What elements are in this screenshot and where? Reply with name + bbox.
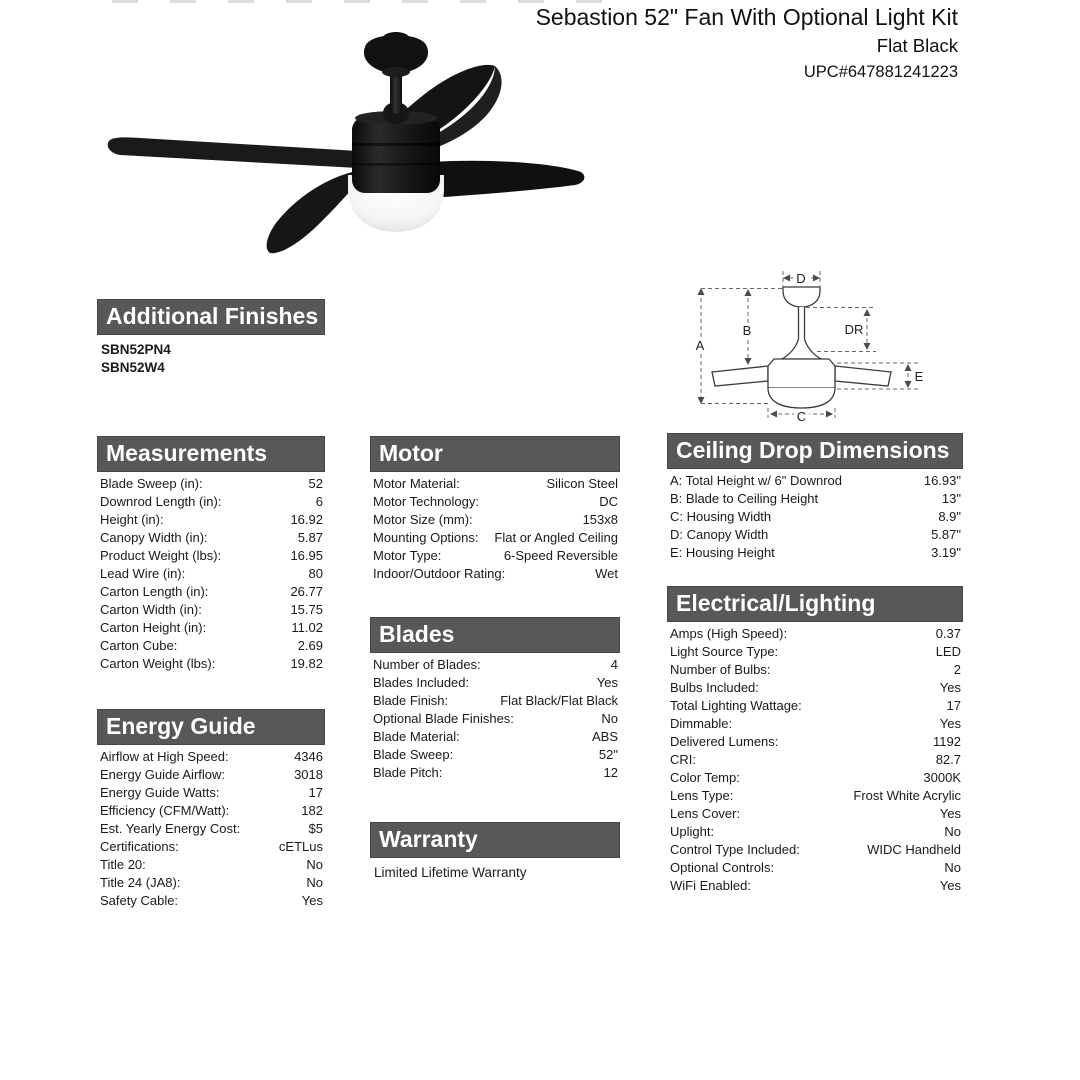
spec-row [97, 565, 325, 583]
spec-row [97, 838, 325, 856]
spec-row [97, 511, 325, 529]
spec-value: 4346 [294, 749, 323, 764]
spec-row [667, 859, 963, 877]
spec-value: Yes [596, 675, 618, 690]
spec-row [667, 625, 963, 643]
spec-value: No [601, 711, 618, 726]
spec-label: Number of Bulbs: [670, 662, 771, 677]
spec-value: Frost White Acrylic [853, 788, 961, 803]
spec-value: 17 [946, 698, 961, 713]
spec-row [667, 751, 963, 769]
spec-value: No [306, 875, 323, 890]
spec-value: 52 [308, 476, 323, 491]
motor-rows [370, 475, 620, 583]
spec-label: C: Housing Width [670, 509, 772, 524]
diagram-blade-right [835, 366, 891, 386]
section-measurements [97, 436, 325, 673]
spec-label: Carton Width (in): [100, 602, 202, 617]
spec-label: CRI: [670, 752, 696, 767]
spec-label: Optional Blade Finishes: [373, 711, 514, 726]
spec-value: Yes [939, 806, 961, 821]
spec-label: Blade Sweep (in): [100, 476, 203, 491]
spec-row [97, 748, 325, 766]
spec-row [97, 619, 325, 637]
fan-motor-housing [352, 117, 440, 193]
diagram-label-b: B [742, 323, 752, 338]
spec-value: 19.82 [290, 656, 323, 671]
spec-row [97, 820, 325, 838]
finish-code-list [97, 341, 325, 377]
measurements-rows [97, 475, 325, 673]
section-header-energy-guide: Energy Guide [97, 709, 325, 745]
section-header-measurements: Measurements [97, 436, 325, 472]
spec-label: Dimmable: [670, 716, 733, 731]
spec-row [97, 493, 325, 511]
spec-row [667, 841, 963, 859]
spec-value: 5.87 [297, 530, 323, 545]
spec-value: 15.75 [290, 602, 323, 617]
spec-value: 17 [308, 785, 323, 800]
spec-label: Canopy Width (in): [100, 530, 208, 545]
spec-row [97, 529, 325, 547]
spec-value: 5.87" [931, 527, 961, 542]
ceiling-drop-rows [667, 472, 963, 562]
spec-row [667, 472, 963, 490]
spec-label: Amps (High Speed): [670, 626, 788, 641]
spec-label: Carton Height (in): [100, 620, 207, 635]
spec-label: B: Blade to Ceiling Height [670, 491, 819, 506]
spec-label: Blades Included: [373, 675, 470, 690]
spec-row [667, 661, 963, 679]
blades-rows [370, 656, 620, 782]
spec-value: LED [935, 644, 961, 659]
diagram-housing [768, 359, 835, 388]
spec-value: 1192 [933, 734, 961, 749]
spec-row [370, 493, 620, 511]
spec-value: 0.37 [935, 626, 961, 641]
section-header-ceiling-drop: Ceiling Drop Dimensions [667, 433, 963, 469]
spec-value: 182 [301, 803, 323, 818]
spec-label: Total Lighting Wattage: [670, 698, 802, 713]
spec-value: 3000K [923, 770, 961, 785]
spec-label: Lens Type: [670, 788, 734, 803]
spec-label: E: Housing Height [670, 545, 775, 560]
spec-label: Motor Type: [373, 548, 442, 563]
spec-label: Blade Sweep: [373, 747, 454, 762]
upc-code: UPC#647881241223 [803, 63, 958, 81]
spec-label: Uplight: [670, 824, 715, 839]
section-ceiling-drop [667, 433, 963, 562]
diagram-label-c: C [796, 409, 807, 424]
spec-value: 2.69 [297, 638, 323, 653]
spec-value: 8.9" [938, 509, 961, 524]
spec-label: Height (in): [100, 512, 164, 527]
spec-row [97, 892, 325, 910]
spec-row [370, 728, 620, 746]
spec-label: WiFi Enabled: [670, 878, 751, 893]
spec-row [97, 637, 325, 655]
spec-label: Safety Cable: [100, 893, 179, 908]
section-header-warranty: Warranty [370, 822, 620, 858]
spec-label: Control Type Included: [670, 842, 800, 857]
spec-value: 52" [598, 747, 618, 762]
diagram-label-a: A [695, 338, 705, 353]
spec-label: Blade Finish: [373, 693, 449, 708]
spec-row [667, 490, 963, 508]
spec-row [97, 583, 325, 601]
spec-label: Downrod Length (in): [100, 494, 222, 509]
spec-row [97, 547, 325, 565]
spec-label: Energy Guide Watts: [100, 785, 220, 800]
spec-row [370, 764, 620, 782]
dimension-diagram [690, 255, 980, 425]
spec-label: Optional Controls: [670, 860, 775, 875]
spec-label: Title 24 (JA8): [100, 875, 181, 890]
spec-row [370, 565, 620, 583]
diagram-canopy [783, 287, 820, 307]
spec-label: Title 20: [100, 857, 146, 872]
spec-value: 4 [610, 657, 618, 672]
fan-housing-groove-2 [352, 163, 440, 166]
fan-blade-left [108, 137, 358, 168]
spec-row [667, 679, 963, 697]
diagram-label-d: D [796, 271, 806, 286]
spec-value: Wet [595, 566, 618, 581]
section-header-electrical: Electrical/Lighting [667, 586, 963, 622]
electrical-rows [667, 625, 963, 895]
spec-value: 6 [315, 494, 323, 509]
spec-row [370, 746, 620, 764]
spec-row [667, 877, 963, 895]
spec-row [370, 692, 620, 710]
section-header-motor: Motor [370, 436, 620, 472]
spec-value: 6-Speed Reversible [503, 548, 618, 563]
spec-value: ABS [591, 729, 618, 744]
spec-value: 2 [953, 662, 961, 677]
spec-value: 12 [603, 765, 618, 780]
spec-row [370, 674, 620, 692]
spec-value: 80 [308, 566, 323, 581]
spec-row [667, 787, 963, 805]
spec-value: 153x8 [582, 512, 618, 527]
spec-value: 3.19" [931, 545, 961, 560]
spec-row [370, 710, 620, 728]
spec-label: Certifications: [100, 839, 179, 854]
spec-value: 16.92 [290, 512, 323, 527]
spec-row [97, 655, 325, 673]
spec-value: Flat or Angled Ceiling [494, 530, 618, 545]
spec-label: Bulbs Included: [670, 680, 759, 695]
spec-row [97, 475, 325, 493]
spec-value: 16.93" [923, 473, 961, 488]
section-additional-finishes [97, 299, 325, 377]
spec-row [97, 856, 325, 874]
spec-label: Airflow at High Speed: [100, 749, 229, 764]
spec-label: Carton Length (in): [100, 584, 209, 599]
spec-row [667, 544, 963, 562]
diagram-downrod [782, 307, 821, 359]
spec-value: No [944, 860, 961, 875]
spec-row [667, 805, 963, 823]
fan-photo [80, 25, 600, 260]
spec-value: $5 [308, 821, 323, 836]
finish-code-item: SBN52W4 [101, 360, 165, 375]
spec-label: A: Total Height w/ 6" Downrod [670, 473, 843, 488]
spec-row [370, 511, 620, 529]
spec-label: Lens Cover: [670, 806, 741, 821]
spec-value: 3018 [294, 767, 323, 782]
spec-value: 26.77 [290, 584, 323, 599]
section-electrical [667, 586, 963, 895]
spec-label: Indoor/Outdoor Rating: [373, 566, 506, 581]
spec-label: Product Weight (lbs): [100, 548, 222, 563]
spec-label: Carton Weight (lbs): [100, 656, 216, 671]
diagram-light-dome [768, 388, 835, 408]
spec-row [370, 529, 620, 547]
spec-value: WIDC Handheld [867, 842, 961, 857]
section-motor [370, 436, 620, 583]
spec-row [97, 874, 325, 892]
spec-row [97, 601, 325, 619]
fan-housing-groove-1 [352, 143, 440, 146]
finish-code-item: SBN52PN4 [101, 342, 171, 357]
fan-canopy-collar [382, 67, 410, 77]
spec-row [667, 526, 963, 544]
diagram-label-dr: DR [844, 322, 864, 337]
spec-row [667, 733, 963, 751]
spec-value: cETLus [278, 839, 323, 854]
spec-label: Light Source Type: [670, 644, 779, 659]
fan-blade-right [430, 161, 584, 198]
spec-row [667, 823, 963, 841]
spec-row [97, 802, 325, 820]
spec-row [97, 784, 325, 802]
section-header-blades: Blades [370, 617, 620, 653]
spec-label: D: Canopy Width [670, 527, 769, 542]
spec-label: Delivered Lumens: [670, 734, 779, 749]
spec-value: Flat Black/Flat Black [500, 693, 618, 708]
spec-value: No [306, 857, 323, 872]
spec-row [667, 643, 963, 661]
spec-value: 82.7 [935, 752, 961, 767]
spec-value: 16.95 [290, 548, 323, 563]
spec-label: Efficiency (CFM/Watt): [100, 803, 230, 818]
spec-value: DC [599, 494, 618, 509]
spec-value: Yes [939, 878, 961, 893]
spec-value: Yes [301, 893, 323, 908]
diagram-blade-left [712, 366, 768, 386]
spec-value: No [944, 824, 961, 839]
spec-label: Motor Material: [373, 476, 460, 491]
diagram-label-e: E [914, 369, 924, 384]
page-title: Sebastion 52" Fan With Optional Light Kit [535, 4, 958, 30]
section-header-additional-finishes: Additional Finishes [97, 299, 325, 335]
finish-subtitle: Flat Black [876, 35, 958, 56]
warranty-text: Limited Lifetime Warranty [374, 865, 527, 880]
spec-label: Blade Material: [373, 729, 460, 744]
spec-row [667, 508, 963, 526]
spec-row [667, 769, 963, 787]
section-warranty [370, 822, 620, 882]
spec-label: Est. Yearly Energy Cost: [100, 821, 241, 836]
spec-label: Carton Cube: [100, 638, 178, 653]
spec-row [370, 656, 620, 674]
spec-label: Energy Guide Airflow: [100, 767, 226, 782]
section-blades [370, 617, 620, 782]
spec-row [370, 475, 620, 493]
spec-value: Yes [939, 680, 961, 695]
spec-label: Color Temp: [670, 770, 740, 785]
spec-value: Yes [939, 716, 961, 731]
spec-row [667, 715, 963, 733]
spec-value: 13" [941, 491, 961, 506]
spec-label: Motor Technology: [373, 494, 479, 509]
section-energy-guide [97, 709, 325, 910]
spec-row [97, 766, 325, 784]
spec-label: Blade Pitch: [373, 765, 443, 780]
spec-label: Lead Wire (in): [100, 566, 186, 581]
spec-value: Silicon Steel [546, 476, 618, 491]
spec-row [370, 547, 620, 565]
spec-label: Mounting Options: [373, 530, 479, 545]
spec-value: 11.02 [291, 620, 323, 635]
spec-label: Number of Blades: [373, 657, 481, 672]
spec-row [667, 697, 963, 715]
energy-guide-rows [97, 748, 325, 910]
spec-label: Motor Size (mm): [373, 512, 473, 527]
